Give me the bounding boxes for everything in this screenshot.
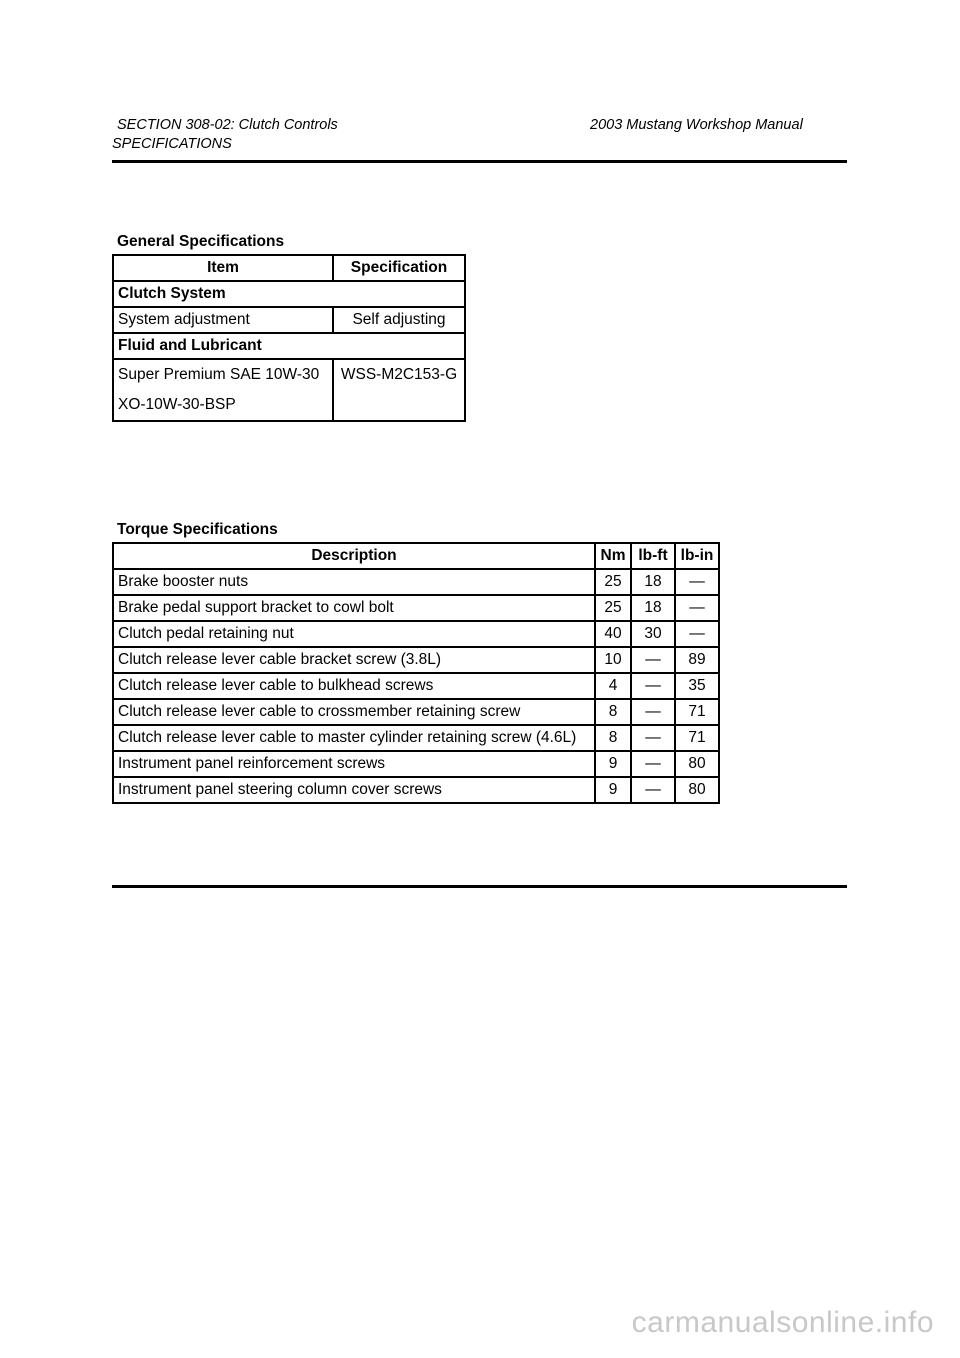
section-title: SECTION 308-02: Clutch Controls — [117, 117, 338, 133]
lbin-cell: — — [675, 569, 719, 595]
lbft-cell: 18 — [631, 569, 675, 595]
item-line: XO-10W-30-BSP — [118, 396, 236, 413]
nm-cell: 25 — [595, 595, 631, 621]
spec-cell: Self adjusting — [333, 307, 465, 333]
item-cell — [113, 359, 333, 421]
table-row — [113, 307, 465, 333]
manual-title: 2003 Mustang Workshop Manual — [590, 117, 803, 133]
nm-cell: 8 — [595, 699, 631, 725]
table-row — [113, 359, 465, 421]
table-row — [113, 569, 719, 595]
lbin-cell: 89 — [675, 647, 719, 673]
description-cell: Brake booster nuts — [113, 569, 595, 595]
description-cell: Instrument panel steering column cover screws — [113, 777, 595, 803]
torque-specs-title: Torque Specifications — [117, 521, 278, 538]
table-row — [113, 699, 719, 725]
description-cell: Brake pedal support bracket to cowl bolt — [113, 595, 595, 621]
nm-cell: 4 — [595, 673, 631, 699]
table-row — [113, 595, 719, 621]
group-row — [113, 281, 465, 307]
group-row — [113, 333, 465, 359]
lbft-cell: — — [631, 751, 675, 777]
table-row — [113, 621, 719, 647]
group-label: Fluid and Lubricant — [113, 333, 465, 359]
column-header-description: Description — [113, 543, 595, 569]
table-header-row — [113, 255, 465, 281]
description-cell: Clutch release lever cable bracket screw (3.8L) — [113, 647, 595, 673]
header-divider — [112, 160, 847, 163]
watermark: carmanualsonline.info — [631, 1306, 934, 1339]
table-row — [113, 777, 719, 803]
lbft-cell: — — [631, 777, 675, 803]
column-header-nm: Nm — [595, 543, 631, 569]
item-line: Super Premium SAE 10W-30 — [118, 366, 320, 383]
table-header-row — [113, 543, 719, 569]
nm-cell: 9 — [595, 751, 631, 777]
description-cell: Clutch release lever cable to master cylinder retaining screw (4.6L) — [113, 725, 595, 751]
lbft-cell: — — [631, 673, 675, 699]
footer-divider — [112, 885, 847, 888]
description-cell: Instrument panel reinforcement screws — [113, 751, 595, 777]
lbin-cell: 71 — [675, 725, 719, 751]
lbin-cell: 80 — [675, 751, 719, 777]
general-specs-title: General Specifications — [117, 233, 285, 250]
lbft-cell: 30 — [631, 621, 675, 647]
page-subtitle: SPECIFICATIONS — [112, 136, 232, 152]
nm-cell: 10 — [595, 647, 631, 673]
lbin-cell: 80 — [675, 777, 719, 803]
lbft-cell: 18 — [631, 595, 675, 621]
nm-cell: 25 — [595, 569, 631, 595]
table-row — [113, 751, 719, 777]
lbft-cell: — — [631, 647, 675, 673]
lbin-cell: 35 — [675, 673, 719, 699]
nm-cell: 40 — [595, 621, 631, 647]
column-header-specification: Specification — [333, 255, 465, 281]
nm-cell: 8 — [595, 725, 631, 751]
table-row — [113, 647, 719, 673]
general-specs-table — [112, 254, 466, 422]
column-header-lbft: lb-ft — [631, 543, 675, 569]
lbin-cell: — — [675, 621, 719, 647]
group-label: Clutch System — [113, 281, 465, 307]
lbft-cell: — — [631, 725, 675, 751]
spec-cell: WSS-M2C153-G — [333, 359, 465, 421]
description-cell: Clutch release lever cable to crossmember retaining screw — [113, 699, 595, 725]
column-header-item: Item — [113, 255, 333, 281]
nm-cell: 9 — [595, 777, 631, 803]
lbin-cell: 71 — [675, 699, 719, 725]
column-header-lbin: lb-in — [675, 543, 719, 569]
description-cell: Clutch pedal retaining nut — [113, 621, 595, 647]
lbin-cell: — — [675, 595, 719, 621]
table-row — [113, 725, 719, 751]
item-cell: System adjustment — [113, 307, 333, 333]
torque-specs-table — [112, 542, 720, 804]
description-cell: Clutch release lever cable to bulkhead screws — [113, 673, 595, 699]
table-row — [113, 673, 719, 699]
lbft-cell: — — [631, 699, 675, 725]
